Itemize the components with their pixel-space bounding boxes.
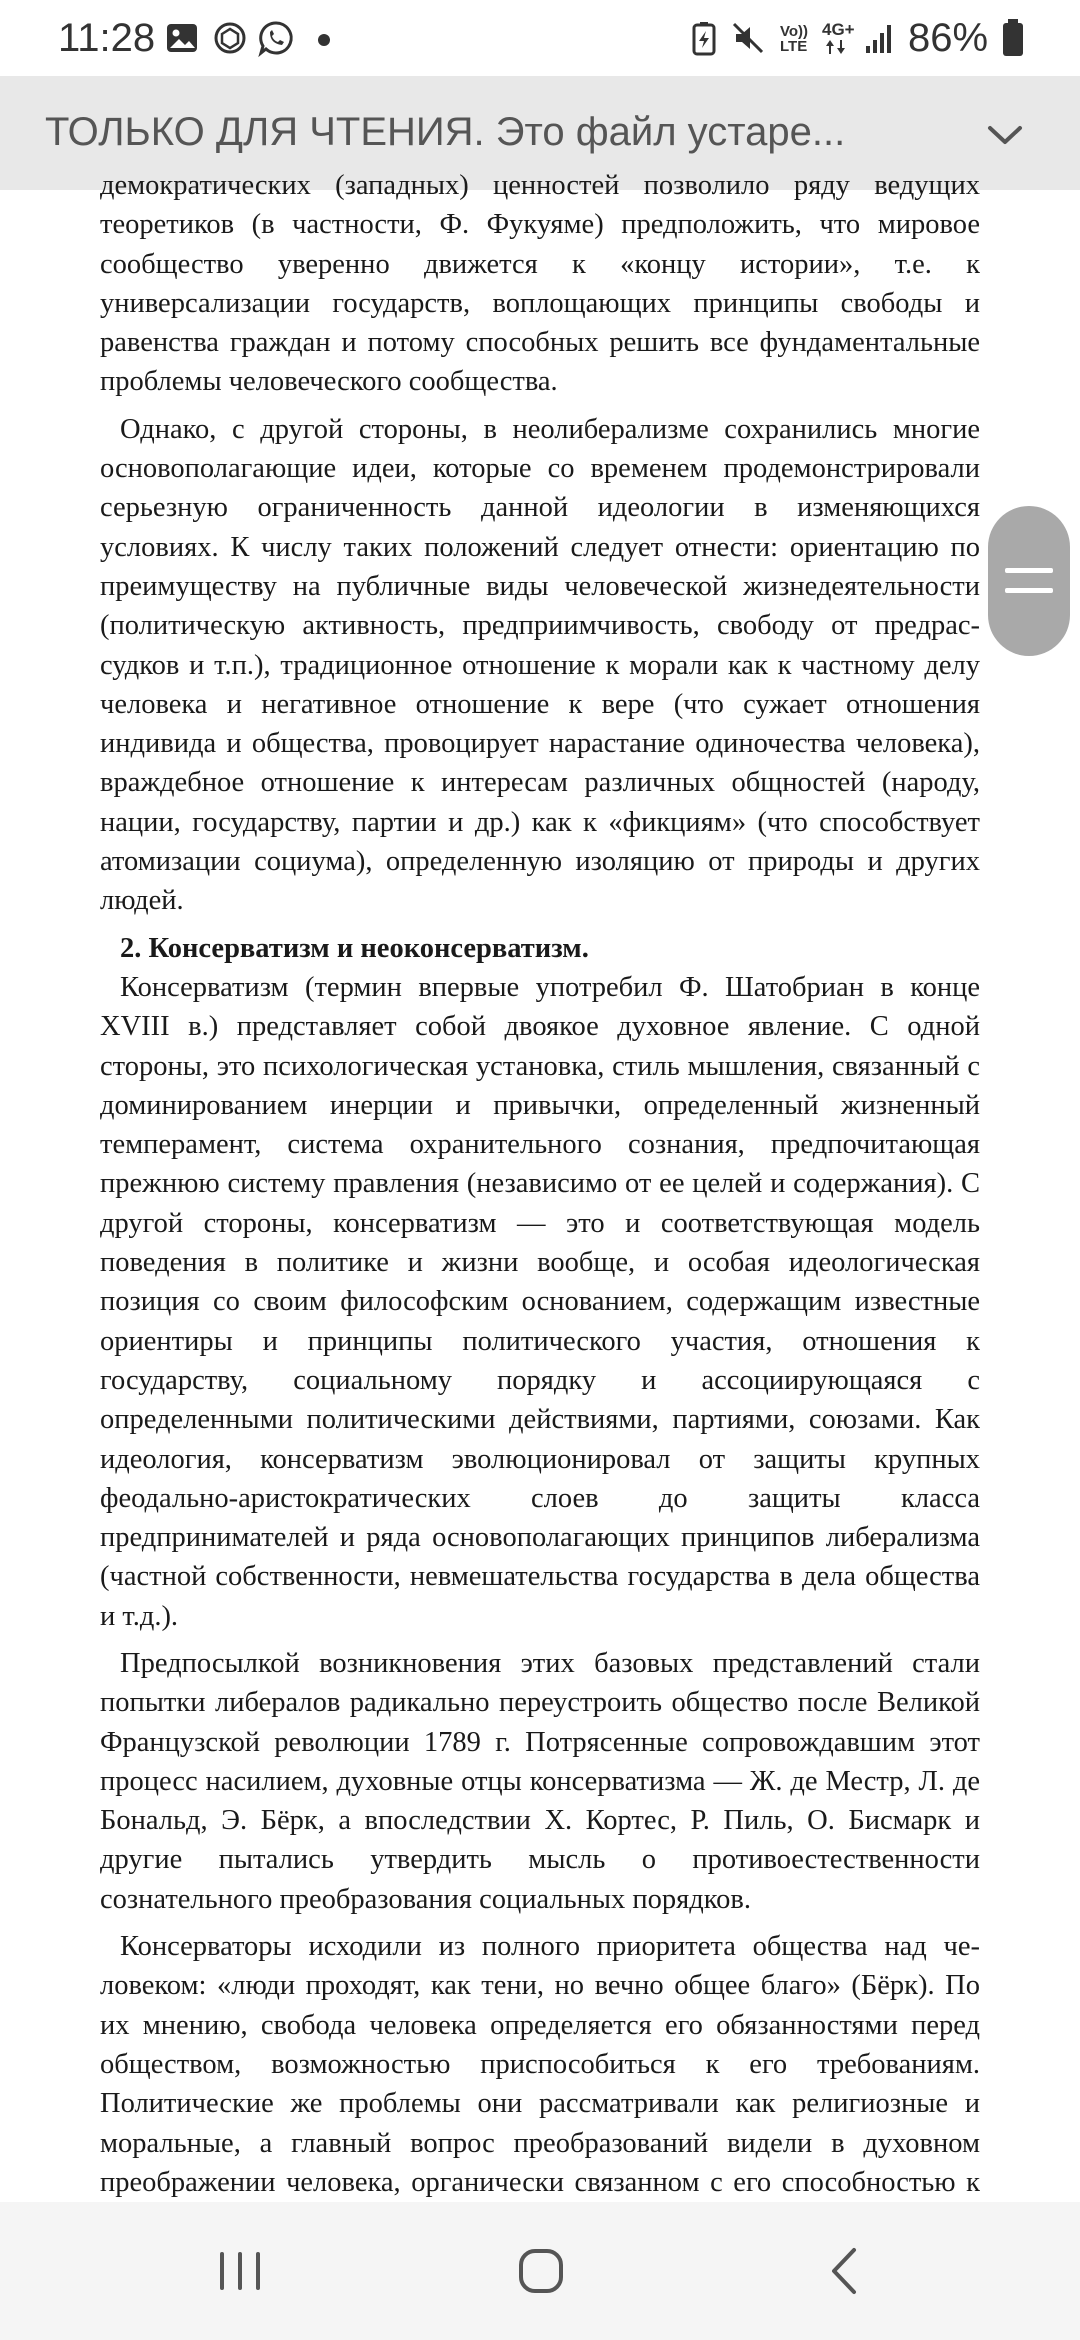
status-bar (0, 0, 1080, 76)
paragraph: Однако, с другой стороны, в неолиберализме сохранились многие основополагающие идеи, которые со временем продемонстрировали серьезную ограниченность данной идеологии в изменяющихся условиях. К числу таких положений следует отнести: ориентацию по преимуществу на публичные виды человеческой жизнедеятельности (политическую активность, предприимчивость, свободу от предрассудков и т.п.), традиционное отношение к морали как к частному делу человека и негативное отношение к вере (что сужает отношения индивида и общества, провоцирует нарастание одиночества человека), враждебное отношение к интересам различных общностей (народу, нации, государству, партии и др.) как к «фикциям» (что способствует атомизации социума), определенную изоляцию от природы и других людей. (100, 413, 980, 917)
paragraph: Предпосылкой возникновения этих базовых представлений стали попытки либералов радикально переустроить общество после Великой Французской революции 1789 г. Потрясенные сопровождавшим этот процесс насилием, духовные отцы консерватизма — Ж. де Местр, Л. де Бональд, Э. Бёрк, а впоследствии Х. Кортес, Р. Пиль, О. Бисмарк и другие пытались утвердить мысль о противоестественности сознательного преобразования социальных порядков. (100, 1647, 980, 1915)
status-time: 11:28 (58, 16, 156, 60)
gallery-icon (164, 20, 200, 56)
whatsapp-icon (258, 20, 294, 56)
home-icon[interactable] (506, 2236, 576, 2306)
chevron-down-icon[interactable] (980, 110, 1030, 160)
section-heading: 2. Консерватизм и неоконсерватизм. (120, 932, 589, 964)
battery-saver-icon (686, 20, 722, 56)
paragraph: демократических (западных) ценностей позволило ряду ведущих теоретиков (в частности, Ф. Фукуяме) предположить, что мировое сообщество уверенно движется к «концу истории», т.е. к универсализации государств, воплощающих принципы свободы и равенства граждан и потому способных решить все фундаментальные проблемы человеческого сообщества. (100, 170, 980, 398)
network-4g-label: 4G+ (822, 20, 855, 39)
paragraph: Консерватизм (термин впервые употребил Ф. Шатобриан в конце XVIII в.) представляет собой двоякое духовное явление. С одной стороны, это психологическая установка, стиль мышления, связанный с доминированием инерции и привычки, определенный жизненный темперамент, система охранительного сознания, предпочитающая прежнюю систему правления (независимо от ее целей и содержания). С другой стороны, консерватизм — это и соответствующая модель поведения в политике и жизни вообще, и особая идеологическая позиция со своим философским основанием, содержащим известные ориентиры и принципы политического участия, отношения к государству, социальному порядку и ассоциирующаяся с определенными политическими действиями, партиями, союзами. Как идеология, консерватизм эволюционировал от защиты крупных феодально-аристократических слоев до защиты класса предпринимателей и ряда основополагающих принципов либерализма (частной собственности, невмешательства государства в дела общества и т.д.). (100, 971, 980, 1632)
back-icon[interactable] (810, 2236, 880, 2306)
document-page (100, 166, 980, 2241)
data-arrows-icon (824, 38, 848, 56)
document-view[interactable] (0, 170, 1080, 2202)
battery-icon (1000, 18, 1026, 58)
lte-label: Vo)) LTE (780, 23, 809, 55)
mute-icon (730, 20, 766, 56)
recent-apps-icon[interactable] (205, 2236, 275, 2306)
scroll-handle[interactable] (988, 506, 1070, 656)
handle-line (1005, 588, 1053, 593)
sync-icon (212, 20, 248, 56)
dot-icon (310, 20, 346, 56)
readonly-banner-text: ТОЛЬКО ДЛЯ ЧТЕНИЯ. Это файл устаре... (45, 110, 846, 154)
signal-icon (862, 20, 898, 56)
navigation-bar (0, 2202, 1080, 2340)
handle-line (1005, 568, 1053, 573)
paragraph: Консерваторы исходили из полного приоритета общества над человеком: «люди проходят, как тени, но вечно общее благо» (Бёрк). По их мнению, свобода человека определяется его обязанностями перед обществом, возможностью приспособиться к его требованиям. Политические же проблемы они рассматривали как религиозные и моральные, а главный вопрос преобразований видели в духовном преображении человека, органически связанном с его способностью к (100, 1931, 980, 2198)
battery-percent: 86% (908, 16, 989, 60)
